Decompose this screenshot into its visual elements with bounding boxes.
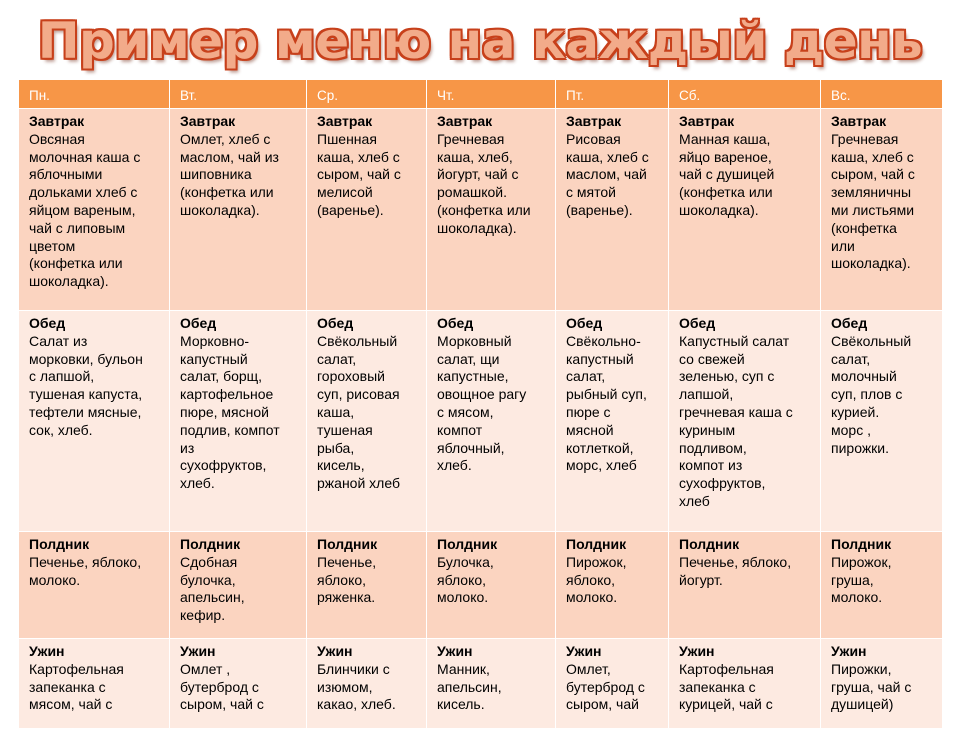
meal-text: Манная каша, яйцо вареное, чай с душицей (конфетка или шоколадка). bbox=[679, 130, 775, 218]
lunch-row bbox=[19, 311, 943, 532]
breakfast-cell-sun bbox=[821, 109, 943, 311]
meal-text: Омлет, бутерброд с сыром, чай bbox=[566, 660, 645, 713]
day-header-thu: Чт. bbox=[427, 80, 556, 109]
lunch-cell-fri bbox=[556, 311, 669, 532]
meal-text: Свёкольно- капустный салат, рыбный суп, пюре с мясной котлеткой, морс, хлеб bbox=[566, 332, 647, 474]
meal-text: Капустный салат со свежей зеленью, суп с лапшой, гречневая каша с куриным подливом, компот из сухофруктов, хлеб bbox=[679, 332, 793, 509]
dinner-cell-sun bbox=[821, 639, 943, 729]
day-header-fri: Пт. bbox=[556, 80, 669, 109]
meal-text: Морковный салат, щи капустные, овощное рагу с мясом, компот яблочный, хлеб. bbox=[437, 332, 527, 474]
meal-label: Полдник bbox=[679, 536, 740, 552]
day-header-wed: Ср. bbox=[307, 80, 427, 109]
meal-text: Печенье, яблоко, ряженка. bbox=[317, 553, 377, 606]
meal-text: Блинчики с изюмом, какао, хлеб. bbox=[317, 660, 396, 713]
lunch-cell-thu bbox=[427, 311, 556, 532]
lunch-cell-tue bbox=[170, 311, 307, 532]
breakfast-cell-sat bbox=[669, 109, 821, 311]
meal-text: Свёкольный салат, гороховый суп, рисовая каша, тушеная рыба, кисель, ржаной хлеб bbox=[317, 332, 400, 492]
meal-text: Картофельная запеканка с курицей, чай с bbox=[679, 660, 774, 713]
meal-text: Свёкольный салат, молочный суп, плов с курией. морс , пирожки. bbox=[831, 332, 912, 456]
meal-label: Обед bbox=[29, 315, 66, 331]
meal-label: Полдник bbox=[317, 536, 378, 552]
meal-label: Ужин bbox=[317, 643, 353, 659]
meal-label: Обед bbox=[566, 315, 603, 331]
meal-text: Манник, апельсин, кисель. bbox=[437, 660, 502, 713]
meal-text: Гречневая каша, хлеб, йогурт, чай с ромашкой. (конфетка или шоколадка). bbox=[437, 130, 531, 236]
meal-label: Ужин bbox=[180, 643, 216, 659]
meal-label: Обед bbox=[679, 315, 716, 331]
weekly-menu-table bbox=[18, 79, 943, 729]
meal-text: Печенье, яблоко, йогурт. bbox=[679, 553, 792, 588]
dinner-cell-mon bbox=[19, 639, 170, 729]
meal-text: Булочка, яблоко, молоко. bbox=[437, 553, 494, 606]
meal-label: Полдник bbox=[29, 536, 90, 552]
snack-cell-thu bbox=[427, 532, 556, 639]
meal-text: Пшенная каша, хлеб с сыром, чай с мелисой (варенье). bbox=[317, 130, 401, 218]
meal-label: Полдник bbox=[437, 536, 498, 552]
meal-label: Ужин bbox=[29, 643, 65, 659]
meal-label: Завтрак bbox=[29, 113, 85, 129]
meal-label: Завтрак bbox=[679, 113, 735, 129]
day-header-mon: Пн. bbox=[19, 80, 170, 109]
breakfast-row bbox=[19, 109, 943, 311]
dinner-cell-wed bbox=[307, 639, 427, 729]
dinner-cell-tue bbox=[170, 639, 307, 729]
meal-text: Овсяная молочная каша с яблочными дольками хлеб с яйцом вареным, чай с липовым цветом (конфетка или шоколадка). bbox=[29, 130, 141, 290]
meal-label: Ужин bbox=[679, 643, 715, 659]
header-row bbox=[19, 80, 943, 109]
meal-text: Рисовая каша, хлеб с маслом, чай с мятой (варенье). bbox=[566, 130, 649, 218]
snack-cell-wed bbox=[307, 532, 427, 639]
day-header-sun: Вс. bbox=[821, 80, 943, 109]
meal-text: Пирожок, яблоко, молоко. bbox=[566, 553, 627, 606]
breakfast-cell-fri bbox=[556, 109, 669, 311]
dinner-cell-thu bbox=[427, 639, 556, 729]
meal-label: Обед bbox=[317, 315, 354, 331]
meal-text: Салат из морковки, бульон с лапшой, тушеная капуста, тефтели мясные, сок, хлеб. bbox=[29, 332, 143, 438]
breakfast-cell-mon bbox=[19, 109, 170, 311]
meal-label: Завтрак bbox=[317, 113, 373, 129]
meal-label: Ужин bbox=[566, 643, 602, 659]
meal-label: Обед bbox=[437, 315, 474, 331]
meal-text: Сдобная булочка, апельсин, кефир. bbox=[180, 553, 245, 624]
lunch-cell-mon bbox=[19, 311, 170, 532]
meal-text: Пирожки, груша, чай с душицей) bbox=[831, 660, 912, 713]
meal-label: Обед bbox=[180, 315, 217, 331]
meal-label: Завтрак bbox=[180, 113, 236, 129]
lunch-cell-sun bbox=[821, 311, 943, 532]
meal-label: Полдник bbox=[566, 536, 627, 552]
dinner-cell-sat bbox=[669, 639, 821, 729]
breakfast-cell-tue bbox=[170, 109, 307, 311]
snack-cell-mon bbox=[19, 532, 170, 639]
dinner-row bbox=[19, 639, 943, 729]
snack-cell-sat bbox=[669, 532, 821, 639]
meal-label: Ужин bbox=[831, 643, 867, 659]
meal-text: Омлет , бутерброд с сыром, чай с bbox=[180, 660, 264, 713]
snack-cell-tue bbox=[170, 532, 307, 639]
day-header-tue: Вт. bbox=[170, 80, 307, 109]
meal-label: Полдник bbox=[180, 536, 241, 552]
meal-label: Полдник bbox=[831, 536, 892, 552]
snack-row bbox=[19, 532, 943, 639]
snack-cell-fri bbox=[556, 532, 669, 639]
meal-text: Омлет, хлеб с маслом, чай из шиповника (конфетка или шоколадка). bbox=[180, 130, 279, 218]
snack-cell-sun bbox=[821, 532, 943, 639]
day-header-sat: Сб. bbox=[669, 80, 821, 109]
breakfast-cell-thu bbox=[427, 109, 556, 311]
meal-label: Обед bbox=[831, 315, 868, 331]
breakfast-cell-wed bbox=[307, 109, 427, 311]
meal-text: Гречневая каша, хлеб с сыром, чай с земляничны ми листьями (конфетка или шоколадка). bbox=[831, 130, 915, 272]
lunch-cell-sat bbox=[669, 311, 821, 532]
meal-label: Завтрак bbox=[566, 113, 622, 129]
lunch-cell-wed bbox=[307, 311, 427, 532]
meal-label: Ужин bbox=[437, 643, 473, 659]
dinner-cell-fri bbox=[556, 639, 669, 729]
meal-text: Пирожок, груша, молоко. bbox=[831, 553, 892, 606]
meal-label: Завтрак bbox=[831, 113, 887, 129]
meal-text: Картофельная запеканка с мясом, чай с bbox=[29, 660, 124, 713]
meal-text: Печенье, яблоко, молоко. bbox=[29, 553, 142, 588]
page-title: Пример меню на каждый день bbox=[37, 12, 923, 70]
meal-text: Морковно- капустный салат, борщ, картофельное пюре, мясной подлив, компот из сухофруктов, хлеб. bbox=[180, 332, 280, 492]
meal-label: Завтрак bbox=[437, 113, 493, 129]
